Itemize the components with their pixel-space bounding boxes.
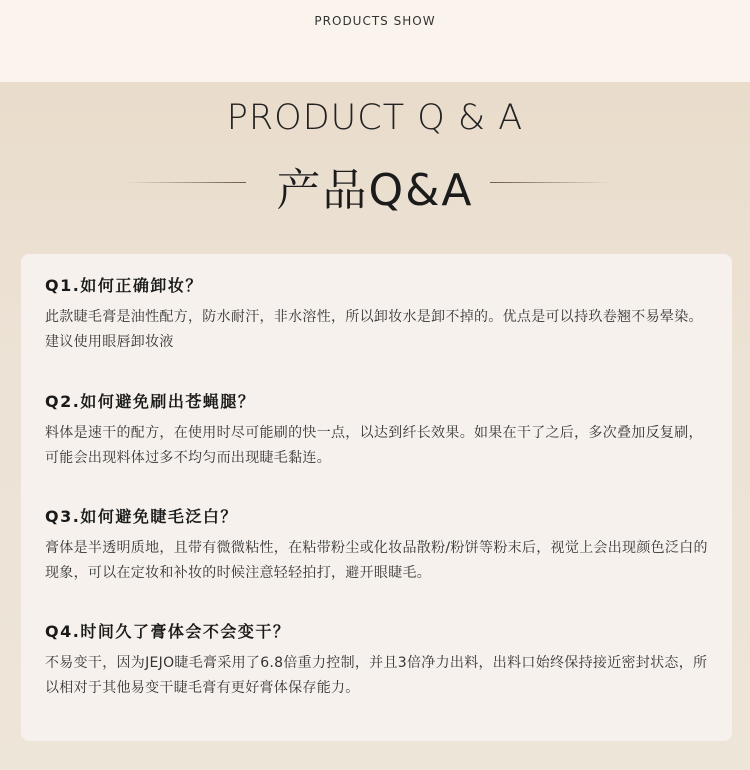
qa-item-4 — [45, 620, 715, 701]
products-show-label: PRODUCTS SHOW — [314, 14, 436, 28]
answer-3: 膏体是半透明质地，且带有微微粘性，在粘带粉尘或化妆品散粉/粉饼等粉末后，视觉上会出现颜色泛白的现象，可以在定妆和补妆的时候注意轻轻拍打，避开眼睫毛。 — [45, 540, 708, 581]
title-chinese: 产品Q&A — [276, 165, 474, 216]
question-4: Q4.时间久了膏体会不会变干？ — [45, 622, 291, 641]
qa-item-3 — [45, 505, 715, 586]
question-3: Q3.如何避免睫毛泛白？ — [45, 507, 238, 526]
qa-item-2 — [45, 390, 715, 471]
question-2: Q2.如何避免刷出苍蝇腿？ — [45, 392, 256, 411]
qa-card — [21, 254, 732, 741]
title-english: PRODUCT Q & A — [226, 98, 524, 138]
qa-item-1 — [45, 274, 715, 355]
question-1: Q1.如何正确卸妆？ — [45, 276, 203, 295]
answer-1: 此款睫毛膏是油性配方，防水耐汗，非水溶性，所以卸妆水是卸不掉的。优点是可以持玖卷翘不易晕染。建议使用眼唇卸妆液 — [45, 309, 703, 350]
answer-2: 料体是速干的配方，在使用时尽可能刷的快一点，以达到纤长效果。如果在干了之后，多次叠加反复刷，可能会出现料体过多不均匀而出现睫毛黏连。 — [45, 425, 703, 466]
answer-4: 不易变干，因为JEJO睫毛膏采用了6.8倍重力控制，并且3倍净力出料，出料口始终保持接近密封状态，所以相对于其他易变干睫毛膏有更好膏体保存能力。 — [45, 655, 708, 696]
header-band — [0, 0, 750, 82]
